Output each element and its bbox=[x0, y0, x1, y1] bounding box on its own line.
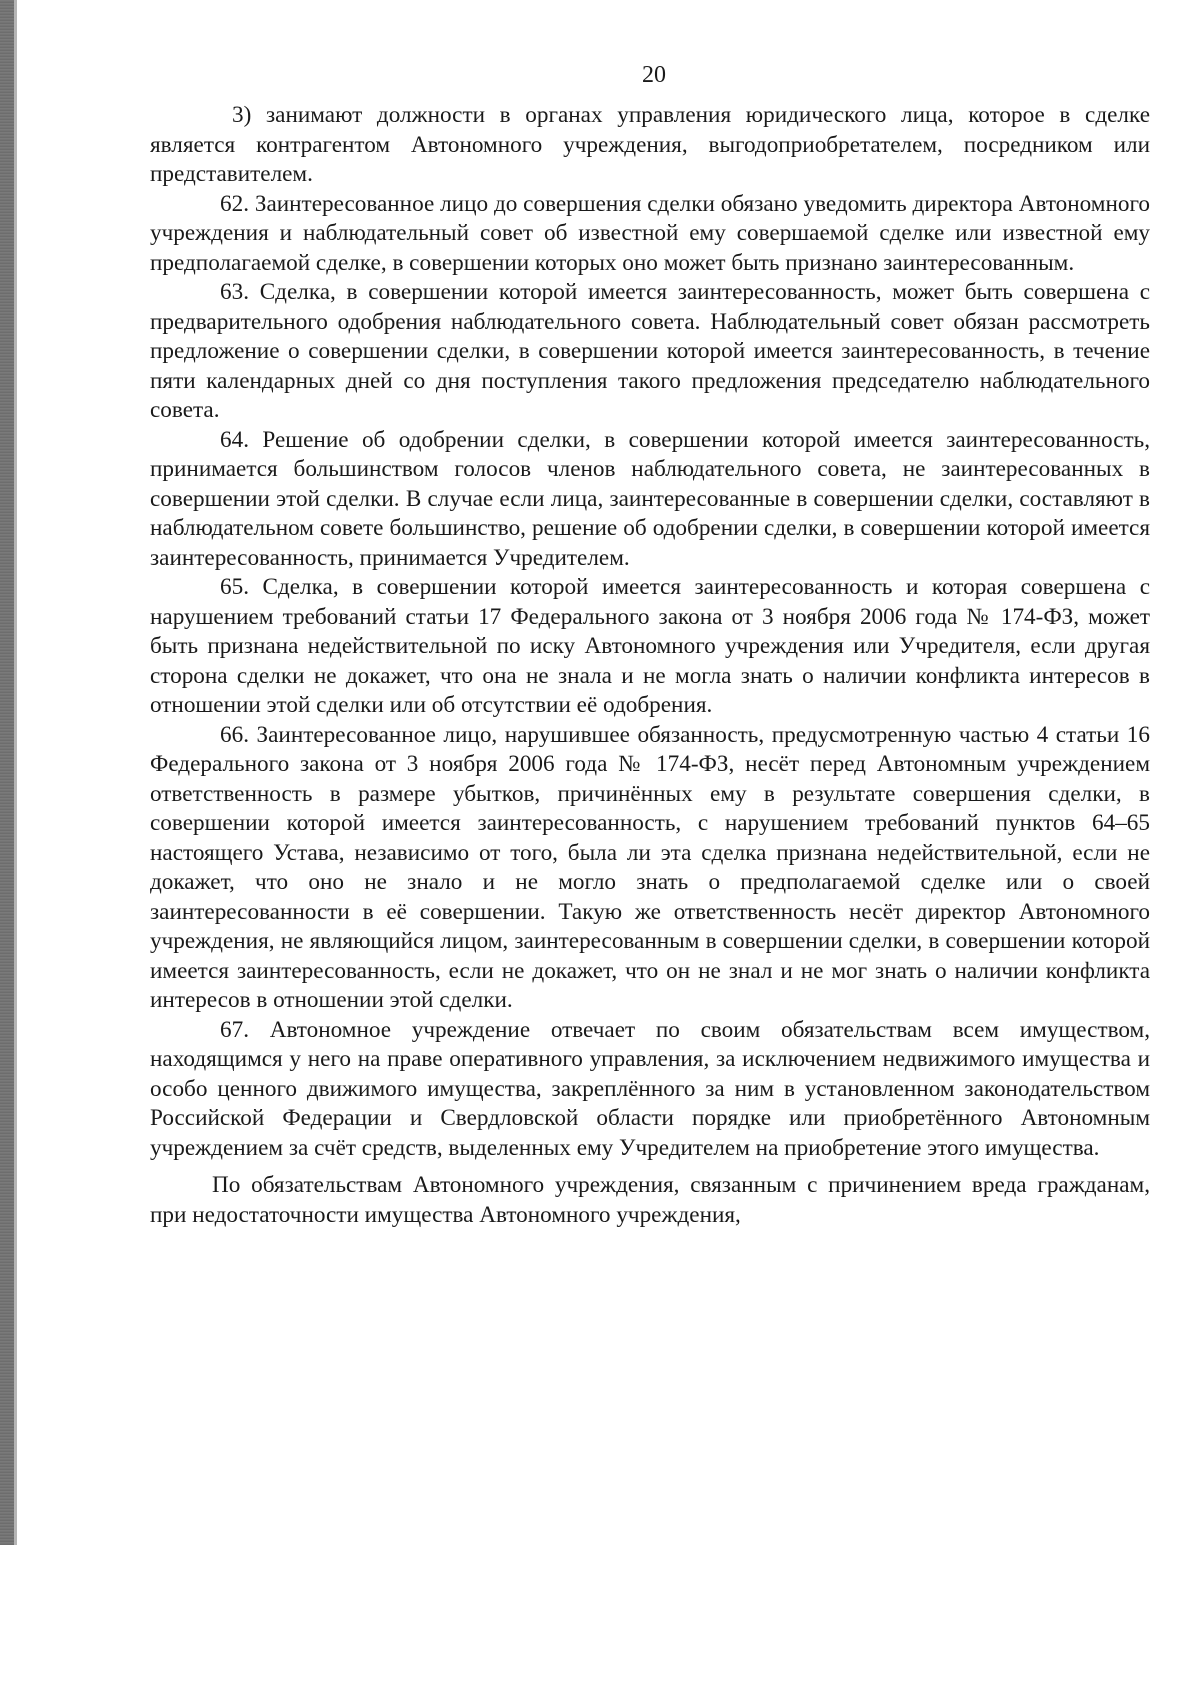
paragraph-clause-64: 64. Решение об одобрении сделки, в совершении которой имеется заинтересованность, принимается большинством голосов членов наблюдательного совета, не заинтересованных в совершении этой сделки. В случае если лица, заинтересованные в совершении сделки, составляют в наблюдательном совете большинство, решение об одобрении сделки, в совершении которой имеется заинтересованность, принимается Учредителем. bbox=[150, 426, 1150, 571]
paragraph-clause-67: 67. Автономное учреждение отвечает по своим обязательствам всем имуществом, находящимся у него на праве оперативного управления, за исключением недвижимого имущества и особо ценного движимого имущества, закреплённого за ним в установленном законодательством Российской Федерации и Свердловской области порядке или приобретённого Автономным учреждением за счёт средств, выделенных ему Учредителем на приобретение этого имущества. bbox=[150, 1016, 1150, 1161]
paragraph-clause-63: 63. Сделка, в совершении которой имеется заинтересованность, может быть совершена с предварительного одобрения наблюдательного совета. Наблюдательный совет обязан рассмотреть предложение о совершении сделки, в совершении которой имеется заинтересованность, в течение пяти календарных дней со дня поступления такого предложения председателю наблюдательного совета. bbox=[150, 279, 1150, 423]
document-page bbox=[150, 55, 1150, 1230]
page-number: 20 bbox=[642, 62, 666, 88]
scan-edge-highlight bbox=[14, 0, 17, 1545]
paragraph-clause-66: 66. Заинтересованное лицо, нарушившее обязанность, предусмотренную частью 4 статьи 16 Федерального закона от 3 ноября 2006 года № 174-ФЗ, несёт перед Автономным учреждением ответственность в размере убытков, причинённых ему в результате совершения сделки, в совершении которой имеется заинтересованность, с нарушением требований пунктов 64–65 настоящего Устава, независимо от того, была ли эта сделка признана недействительной, если не докажет, что оно не знало и не могло знать о предполагаемой сделке или о своей заинтересованности в её совершении. Такую же ответственность несёт директор Автономного учреждения, не являющийся лицом, заинтересованным в совершении сделки, в совершении которой имеется заинтересованность, если не докажет, что он не знал и не мог знать о наличии конфликта интересов в отношении этой сделки. bbox=[150, 721, 1150, 1013]
paragraph-clause-65: 65. Сделка, в совершении которой имеется заинтересованность и которая совершена с нарушением требований статьи 17 Федерального закона от 3 ноября 2006 года № 174-ФЗ, может быть признана недействительной по иску Автономного учреждения или Учредителя, если другая сторона сделки не докажет, что она не знала и не могла знать о наличии конфликта интересов в отношении этой сделки или об отсутствии её одобрения. bbox=[150, 574, 1150, 718]
scan-edge-shadow bbox=[0, 0, 14, 1545]
paragraph-continuation: По обязательствам Автономного учреждения, связанным с причинением вреда гражданам, при недостаточности имущества Автономного учреждения, bbox=[150, 1172, 1150, 1228]
paragraph-item-3: 3) занимают должности в органах управления юридического лица, которое в сделке является контрагентом Автономного учреждения, выгодоприобретателем, посредником или представителем. bbox=[150, 102, 1150, 187]
paragraph-clause-62: 62. Заинтересованное лицо до совершения сделки обязано уведомить директора Автономного учреждения и наблюдательный совет об известной ему совершаемой сделке или известной ему предполагаемой сделке, в совершении которых оно может быть признано заинтересованным. bbox=[150, 190, 1150, 276]
